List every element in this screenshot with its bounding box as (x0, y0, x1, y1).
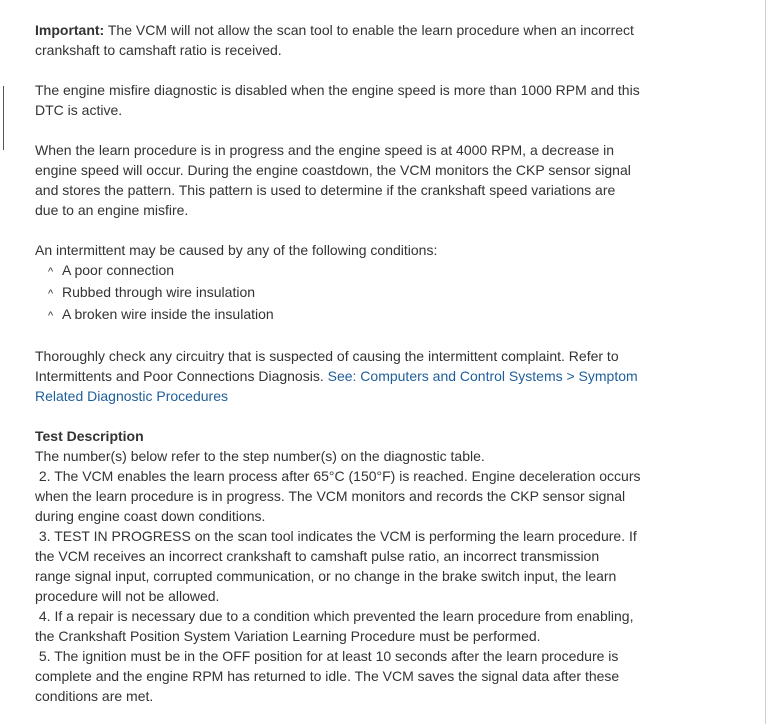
step-2-line-1: 2. The VCM enables the learn process after 65°C (150°F) is reached. Engine deceleration occurs (35, 468, 641, 484)
check-line-2: Intermittents and Poor Connections Diagnosis. (35, 368, 328, 384)
learn-line-4: due to an engine misfire. (35, 202, 189, 218)
symptom-procedures-link[interactable]: See: Computers and Control Systems > Symptom (327, 368, 638, 384)
caret-bullet-icon: ^ (48, 310, 54, 322)
list-item: ^ Rubbed through wire insulation (35, 282, 655, 304)
check-paragraph (35, 346, 655, 406)
test-description (35, 426, 655, 706)
step-3-line-3: range signal input, corrupted communication, or no change in the brake switch input, the learn (35, 568, 617, 584)
step-3-line-4: procedure will not be allowed. (35, 588, 220, 604)
symptom-procedures-link-continued[interactable]: Related Diagnostic Procedures (35, 388, 228, 404)
important-text-2: crankshaft to camshaft ratio is received. (35, 42, 282, 58)
important-note (35, 20, 655, 60)
list-item: ^ A broken wire inside the insulation (35, 304, 655, 326)
check-line-1: Thoroughly check any circuitry that is suspected of causing the intermittent complaint. Refer to (35, 348, 619, 364)
step-4-line-2: the Crankshaft Position System Variation Learning Procedure must be performed. (35, 628, 541, 644)
learn-line-2: engine speed will occur. During the engine coastdown, the VCM monitors the CKP sensor signal (35, 162, 631, 178)
step-2-line-3: during engine coast down conditions. (35, 508, 266, 524)
step-5-line-1: 5. The ignition must be in the OFF position for at least 10 seconds after the learn procedure is (35, 648, 619, 664)
intermittent-section (35, 240, 655, 326)
step-5-line-2: complete and the engine RPM has returned to idle. The VCM saves the signal data after these (35, 668, 620, 684)
learn-paragraph (35, 140, 655, 220)
important-text-1: The VCM will not allow the scan tool to enable the learn procedure when an incorrect (104, 22, 634, 38)
step-4-line-1: 4. If a repair is necessary due to a condition which prevented the learn procedure from enabling, (35, 608, 634, 624)
step-3-line-2: the VCM receives an incorrect crankshaft to camshaft pulse ratio, an incorrect transmission (35, 548, 600, 564)
test-description-intro: The number(s) below refer to the step number(s) on the diagnostic table. (35, 448, 485, 464)
list-item: ^ A poor connection (35, 260, 655, 282)
misfire-paragraph (35, 80, 655, 120)
right-edge-rule (765, 0, 766, 724)
step-3-line-1: 3. TEST IN PROGRESS on the scan tool indicates the VCM is performing the learn procedure. If (35, 528, 637, 544)
test-description-heading: Test Description (35, 428, 144, 444)
caret-bullet-icon: ^ (48, 266, 54, 278)
misfire-line-2: DTC is active. (35, 102, 123, 118)
intermittent-intro: An intermittent may be caused by any of the following conditions: (35, 242, 438, 258)
step-5-line-3: conditions are met. (35, 688, 154, 704)
caret-bullet-icon: ^ (48, 288, 54, 300)
left-edge-rule (3, 86, 4, 150)
document-body (35, 20, 655, 726)
learn-line-1: When the learn procedure is in progress and the engine speed is at 4000 RPM, a decrease in (35, 142, 615, 158)
learn-line-3: and stores the pattern. This pattern is used to determine if the crankshaft speed variations are (35, 182, 616, 198)
important-label: Important: (35, 22, 105, 38)
step-2-line-2: when the learn procedure is in progress. The VCM monitors and records the CKP sensor signal (35, 488, 626, 504)
misfire-line-1: The engine misfire diagnostic is disabled when the engine speed is more than 1000 RPM and this (35, 82, 640, 98)
